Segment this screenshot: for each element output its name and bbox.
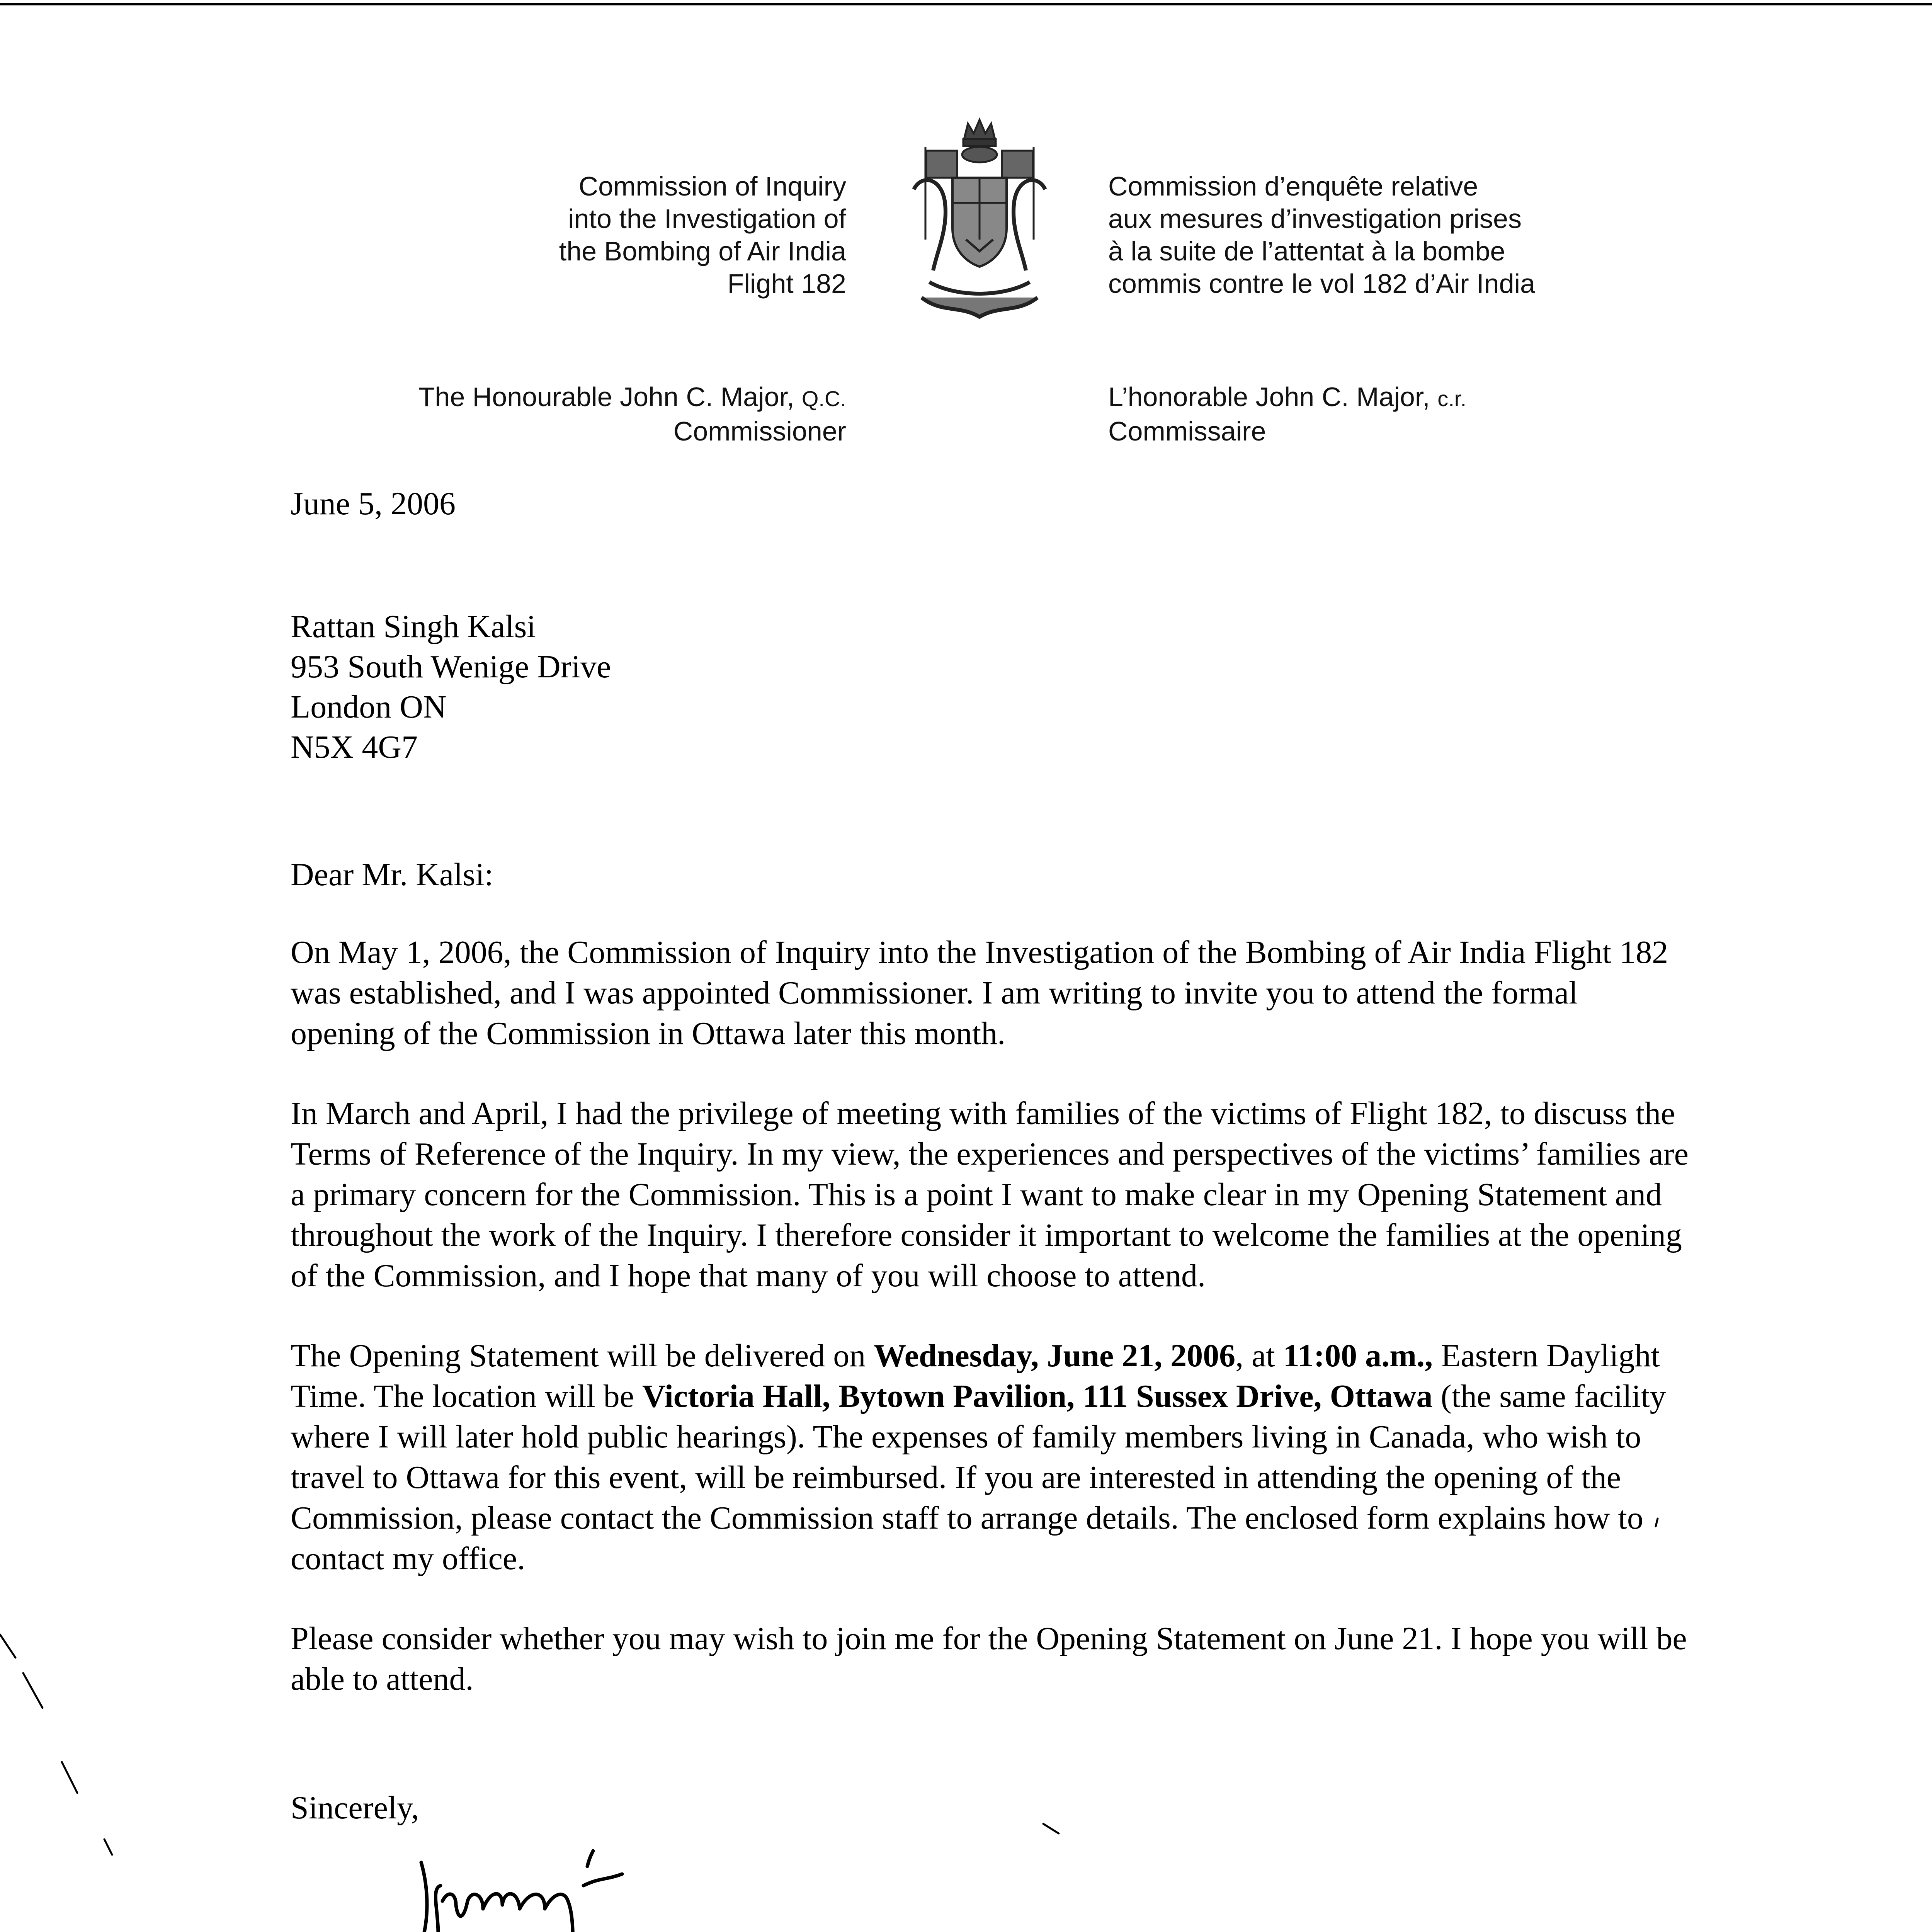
letterhead-english-line: Flight 182 [727, 269, 846, 299]
event-date: Wednesday, June 21, 2006 [874, 1338, 1236, 1374]
commissioner-english-suffix: Q.C. [801, 386, 846, 411]
para3-text: (the same facility where I will later hold public hearings). The expenses of family members living in Canada, who wish to travel to Ottawa for this event, will be reimbursed. If you are interested in attending the opening of the Commission, please contact the Commission staff to arrange details. The enclosed form explains how to contact my office. [291, 1378, 1666, 1577]
coat-of-arms-icon [898, 112, 1061, 321]
letterhead-english-line: the Bombing of Air India [559, 236, 846, 266]
letterhead-english-line: into the Investigation of [568, 204, 846, 234]
commissioner-french [1108, 381, 1466, 447]
recipient-line: Rattan Singh Kalsi [291, 609, 536, 645]
commissioner-french-name: L’honorable John C. Major, [1108, 382, 1430, 412]
letterhead-english [559, 170, 846, 300]
commissioner-english-name: The Honourable John C. Major, [418, 382, 794, 412]
closing: Sincerely, [291, 1790, 419, 1826]
event-time: 11:00 a.m., [1283, 1338, 1433, 1374]
para3-text: The Opening Statement will be delivered on [291, 1338, 874, 1374]
recipient-address [291, 607, 611, 767]
letterhead-french-line: aux mesures d’investigation prises [1108, 204, 1522, 234]
body-paragraph-1: On May 1, 2006, the Commission of Inquiry into the Investigation of the Bombing of Air India Flight 182 was established, and I was appointed Commissioner. I am writing to invite you to attend the formal opening of the Commission in Ottawa later this month. [291, 934, 1668, 1051]
letterhead-english-line: Commission of Inquiry [578, 171, 846, 201]
commissioner-english-title: Commissioner [673, 416, 846, 446]
recipient-line: 953 South Wenige Drive [291, 649, 611, 685]
letterhead-french [1108, 170, 1535, 300]
recipient-line: London ON [291, 689, 447, 725]
handwritten-signature [406, 1843, 707, 1932]
para3-text: Eastern Daylight Time. The location will be [291, 1338, 1660, 1414]
commissioner-english [418, 381, 846, 447]
body-paragraph-3 [291, 1335, 1689, 1579]
letterhead-french-line: à la suite de l’attentat à la bombe [1108, 236, 1505, 266]
body-paragraph-2: In March and April, I had the privilege of meeting with families of the victims of Flight 182, to discuss the Terms of Reference of the Inquiry. In my view, the experiences and perspectives of the victims’ families are a primary concern for the Commission. This is a point I want to make clear in my Opening Statement and throughout the work of the Inquiry. I therefore consider it important to welcome the families at the opening of the Commission, and I hope that many of you will choose to attend. [291, 1095, 1689, 1294]
body-paragraph-4: Please consider whether you may wish to join me for the Opening Statement on June 21. I hope you will be able to attend. [291, 1621, 1687, 1697]
para3-text: , at [1235, 1338, 1283, 1374]
letterhead-french-line: Commission d’enquête relative [1108, 171, 1478, 201]
letter-body [291, 932, 1689, 1739]
salutation: Dear Mr. Kalsi: [291, 857, 493, 893]
event-location: Victoria Hall, Bytown Pavilion, 111 Sussex Drive, Ottawa [642, 1378, 1433, 1414]
commissioner-french-suffix: c.r. [1437, 386, 1466, 411]
top-scan-border [0, 3, 1932, 5]
recipient-line: N5X 4G7 [291, 729, 418, 765]
letterhead-french-line: commis contre le vol 182 d’Air India [1108, 269, 1535, 299]
letter-date: June 5, 2006 [291, 486, 456, 522]
commissioner-french-title: Commissaire [1108, 416, 1266, 446]
